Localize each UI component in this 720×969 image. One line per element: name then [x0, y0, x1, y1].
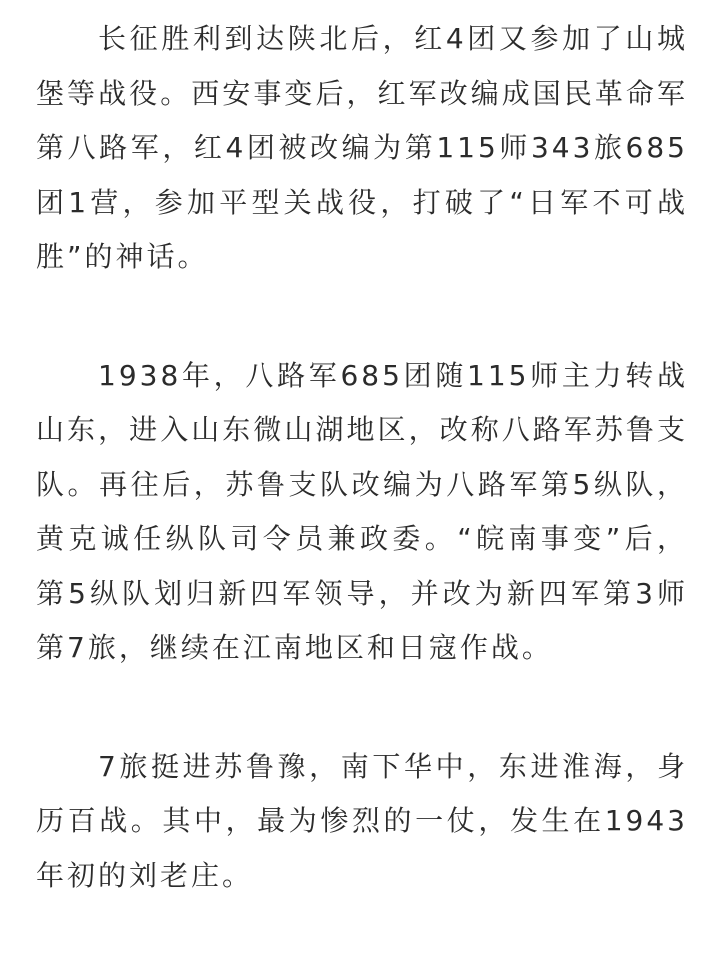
paragraph: 长征胜利到达陕北后，红4团又参加了山城堡等战役。西安事变后，红军改编成国民革命军第八路军，红4团被改编为第115师343旅685团1营，参加平型关战役，打破了“日军不可战胜”的神话。 — [36, 22, 688, 273]
article-body — [36, 12, 688, 903]
paragraph: 1938年，八路军685团随115师主力转战山东，进入山东微山湖地区，改称八路军苏鲁支队。再往后，苏鲁支队改编为八路军第5纵队，黄克诚任纵队司令员兼政委。“皖南事变”后，第5纵队划归新四军领导，并改为新四军第3师第7旅，继续在江南地区和日寇作战。 — [36, 358, 688, 664]
paragraph: 7旅挺进苏鲁豫，南下华中，东进淮海，身历百战。其中，最为惨烈的一仗，发生在1943年初的刘老庄。 — [36, 749, 688, 892]
